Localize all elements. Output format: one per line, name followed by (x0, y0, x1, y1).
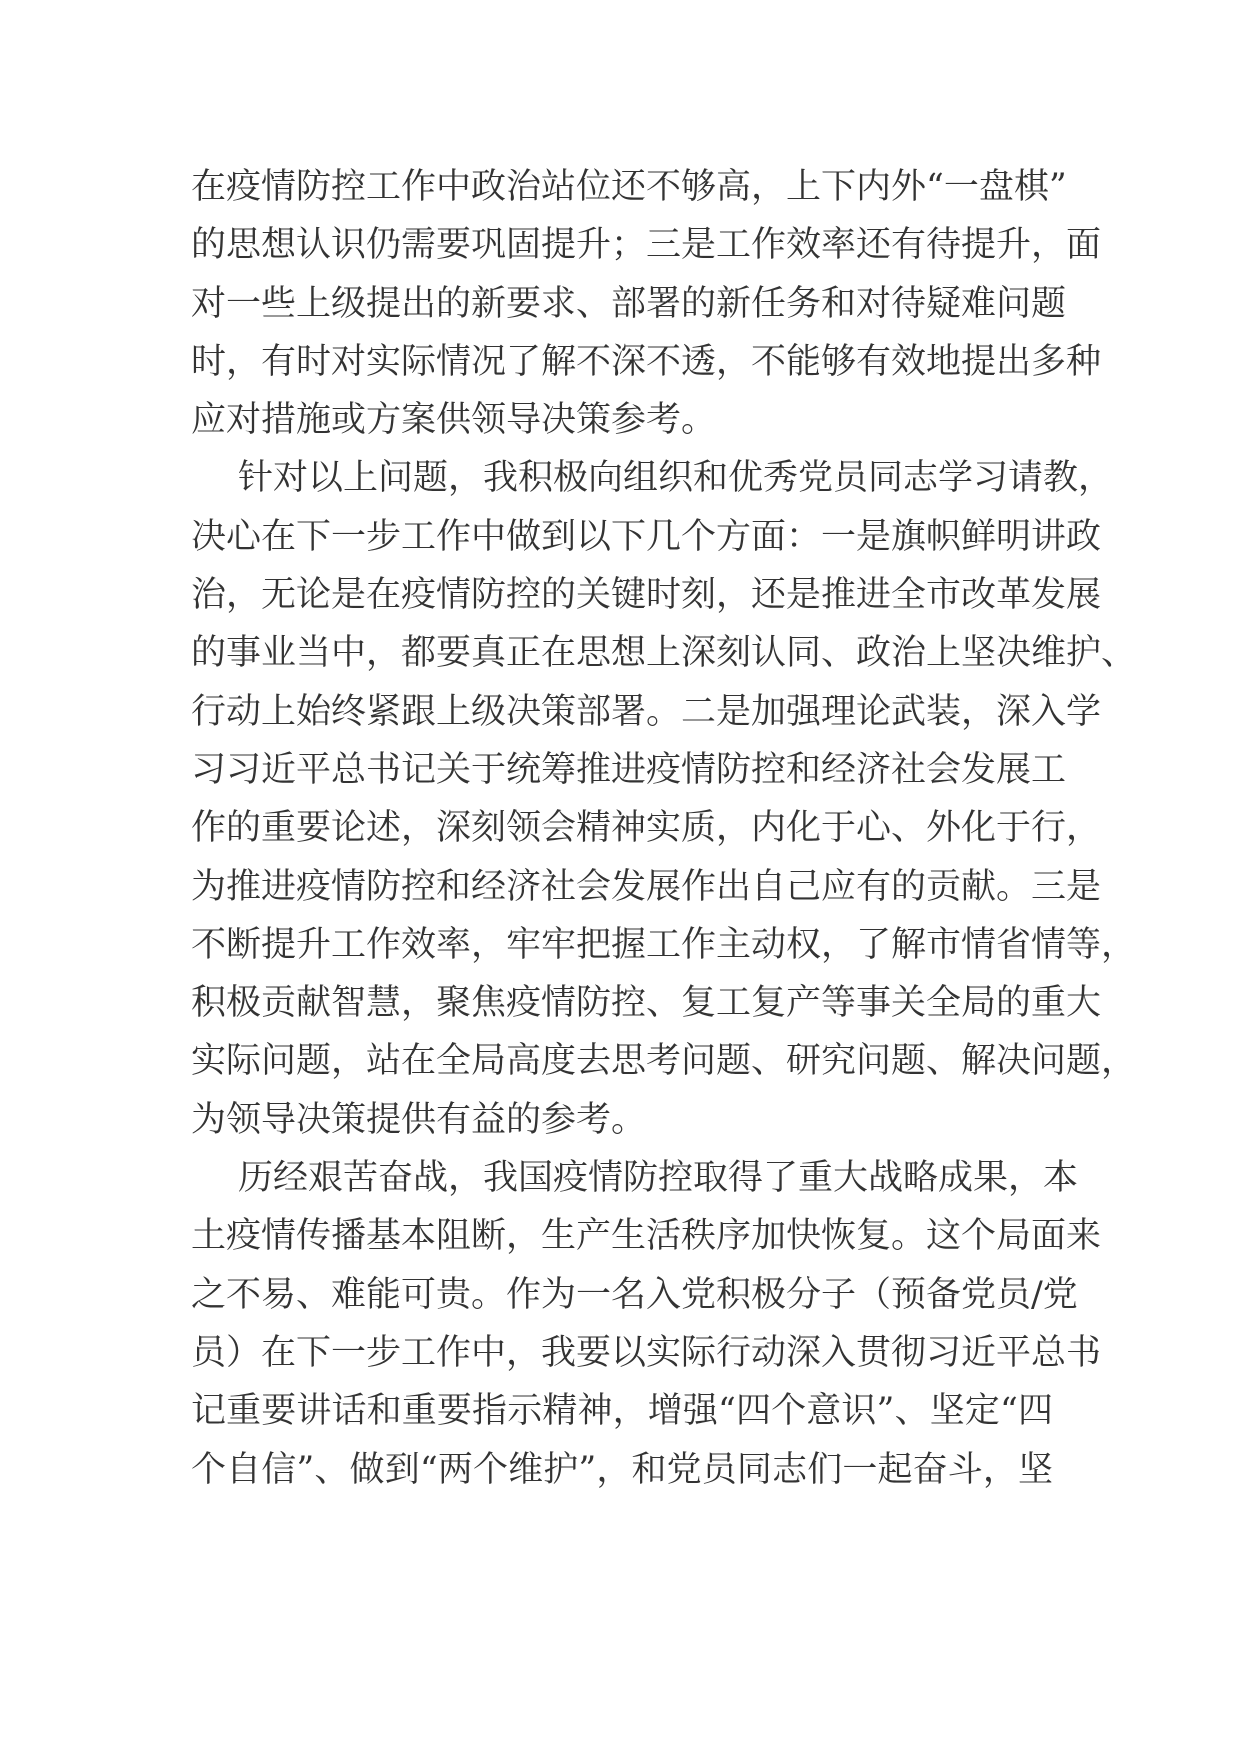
text-line: 在疫情防控工作中政治站位还不够高，上下内外“一盘棋” (191, 167, 1067, 207)
text-line: 作的重要论述，深刻领会精神实质，内化于心、外化于行， (191, 808, 1102, 849)
text-line: 员）在下一步工作中，我要以实际行动深入贯彻习近平总书 (191, 1332, 1102, 1373)
body-text (191, 158, 1137, 1499)
text-line: 的事业当中，都要真正在思想上深刻认同、政治上坚决维护、 (191, 633, 1137, 674)
text-line: 不断提升工作效率，牢牢把握工作主动权，了解市情省情等， (191, 924, 1137, 965)
paragraph-first-line: 针对以上问题，我积极向组织和优秀党员同志学习请教， (238, 458, 1114, 499)
text-line: 对一些上级提出的新要求、部署的新任务和对待疑难问题 (191, 283, 1067, 324)
text-line: 为领导决策提供有益的参考。 (191, 1099, 647, 1140)
text-line: 之不易、难能可贵。作为一名入党积极分子（预备党员/党 (191, 1274, 1078, 1315)
text-line: 土疫情传播基本阻断，生产生活秩序加快恢复。这个局面来 (191, 1216, 1102, 1257)
text-line: 治，无论是在疫情防控的关键时刻，还是推进全市改革发展 (191, 575, 1102, 616)
text-line: 个自信”、做到“两个维护”，和党员同志们一起奋斗，坚 (191, 1449, 1053, 1490)
text-line: 积极贡献智慧，聚焦疫情防控、复工复产等事关全局的重大 (191, 983, 1102, 1024)
text-line: 行动上始终紧跟上级决策部署。二是加强理论武装，深入学 (191, 691, 1102, 732)
text-line: 习习近平总书记关于统筹推进疫情防控和经济社会发展工 (191, 749, 1067, 790)
text-line: 为推进疫情防控和经济社会发展作出自己应有的贡献。三是 (191, 866, 1102, 907)
text-line: 应对措施或方案供领导决策参考。 (191, 400, 717, 441)
text-line: 的思想认识仍需要巩固提升；三是工作效率还有待提升，面 (191, 225, 1102, 266)
text-line: 决心在下一步工作中做到以下几个方面：一是旗帜鲜明讲政 (191, 516, 1102, 557)
text-line: 实际问题，站在全局高度去思考问题、研究问题、解决问题， (191, 1041, 1137, 1082)
text-line: 记重要讲话和重要指示精神，增强“四个意识”、坚定“四 (191, 1391, 1053, 1432)
paragraph-first-line: 历经艰苦奋战，我国疫情防控取得了重大战略成果，本 (238, 1158, 1079, 1199)
text-line: 时，有时对实际情况了解不深不透，不能够有效地提出多种 (191, 341, 1102, 382)
